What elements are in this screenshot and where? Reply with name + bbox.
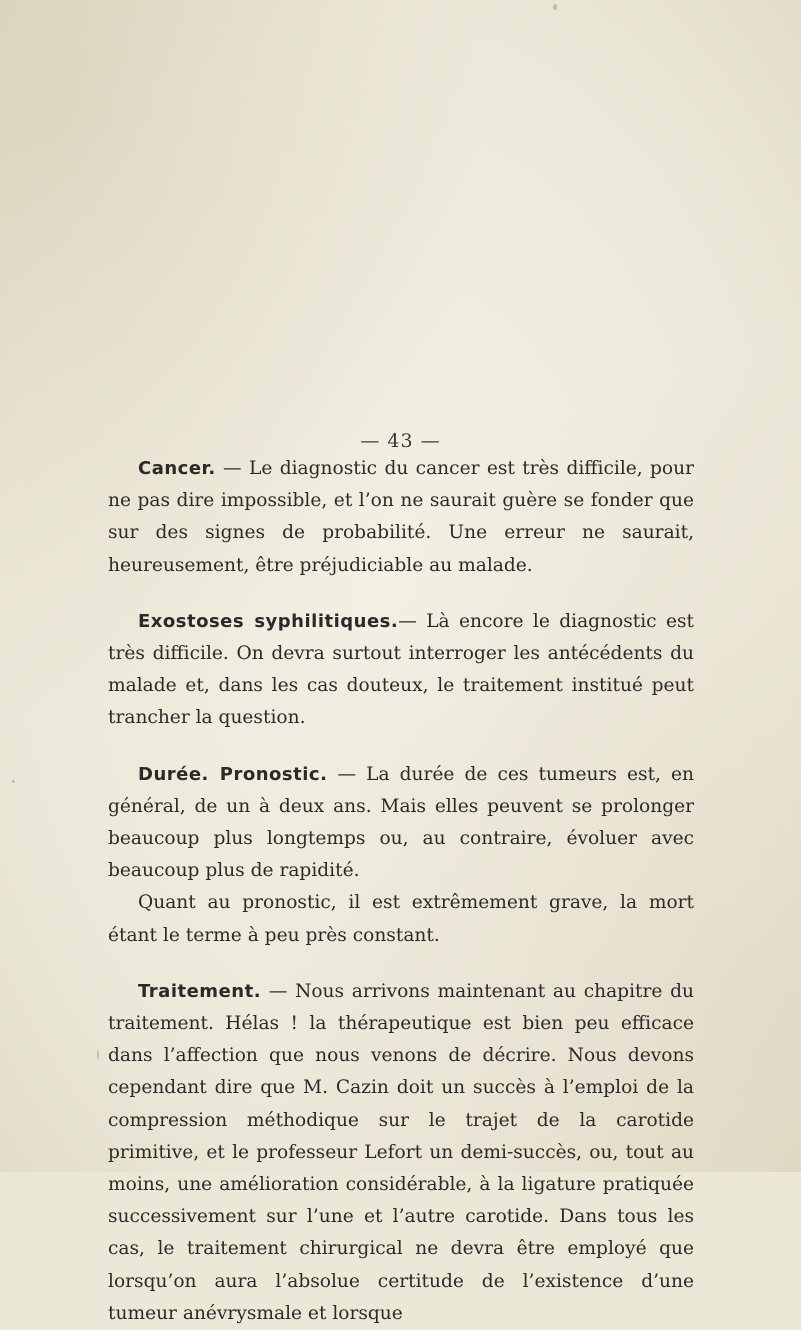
page-number: — 43 —	[360, 430, 441, 452]
paragraph-traitement	[108, 976, 694, 1330]
paragraph-duree	[108, 759, 694, 888]
heading-traitement: Traitement.	[138, 980, 262, 1002]
heading-cancer: Cancer.	[138, 458, 216, 479]
paper-speck	[553, 4, 557, 10]
paragraph-pronostic	[108, 887, 694, 951]
paragraph-text: — Là encore le diagnostic est très difficile. On devra surtout interroger les antécédents du malade et, dans les cas douteux, le traitement institué peut trancher la question.	[108, 610, 694, 729]
paper-speck	[97, 1050, 99, 1060]
paragraph-text: — Le diagnostic du cancer est très difficile, pour ne pas dire impossible, et l’on ne saurait guère se fonder que sur des signes de probabilité. Une erreur ne saurait, heureusement, être préjudiciable au malade.	[108, 458, 694, 576]
page-body	[108, 453, 694, 1330]
paragraph-text: — La durée de ces tumeurs est, en général, de un à deux ans. Mais elles peuvent se prolonger beaucoup plus longtemps ou, au contraire, évoluer avec beaucoup plus de rapidité.	[108, 763, 694, 882]
paper-speck	[12, 780, 15, 783]
paragraph-cancer	[108, 453, 694, 582]
heading-exostoses: Exostoses syphilitiques.	[138, 610, 399, 632]
paragraph-text: Quant au pronostic, il est extrêmement grave, la mort étant le terme à peu près constant.	[108, 892, 694, 946]
paragraph-text: — Nous arrivons maintenant au chapitre du traitement. Hélas ! la thérapeutique est bien peu efficace dans l’affection que nous venons de décrire. Nous devons cependant dire que M. Cazin doit un succès à l’emploi de la compression méthodique sur le trajet de la carotide primitive, et le professeur Lefort un demi-succès, ou, tout au moins, une amélioration considérable, à la ligature pratiquée successivement sur l’une et l’autre carotide. Dans tous les cas, le traitement chirurgical ne devra être employé que lorsqu’on aura l’absolue certitude de l’existence d’une tumeur anévrysmale et lorsque	[108, 980, 694, 1324]
paragraph-exostoses	[108, 606, 694, 735]
heading-duree-pronostic: Durée. Pronostic.	[138, 763, 328, 785]
